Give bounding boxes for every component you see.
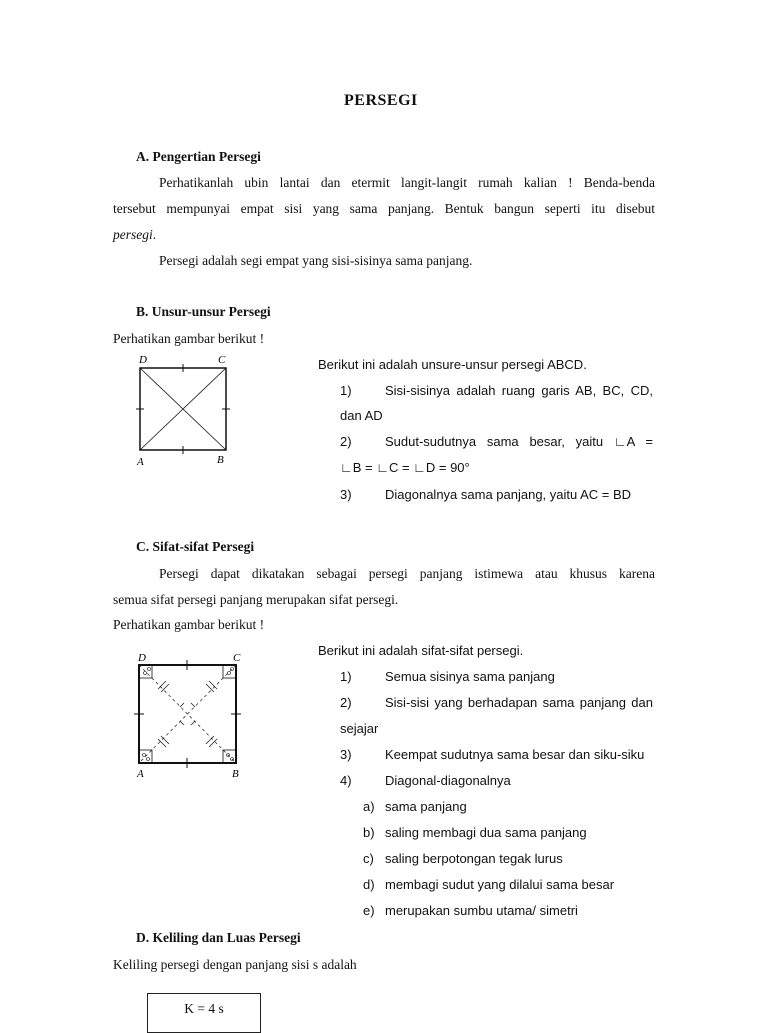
section-d-heading: D. Keliling dan Luas Persegi (136, 930, 301, 945)
section-a-definition: Persegi adalah segi empat yang sisi-sisinya sama panjang. (159, 253, 473, 268)
sublist-letter: a) (363, 799, 375, 814)
sublist-text: saling berpotongan tegak lurus (385, 851, 563, 866)
vertex-label-d: D (138, 652, 146, 664)
sublist-text: sama panjang (385, 799, 467, 814)
section-c-paragraph-line1: Persegi dapat dikatakan sebagai persegi panjang istimewa atau khusus karena (159, 566, 655, 581)
sublist-letter: e) (363, 903, 375, 918)
list-item-text: Diagonal-diagonalnya (385, 773, 511, 788)
list-item-continuation: dan AD (340, 408, 383, 423)
section-a-paragraph-line3 (113, 226, 156, 244)
list-number: 1) (340, 383, 352, 398)
sublist-letter: b) (363, 825, 375, 840)
list-item-text: Sudut-sudutnya sama besar, yaitu ∟A = (385, 434, 653, 449)
vertex-label-c: C (218, 354, 226, 366)
list-item-text: Keempat sudutnya sama besar dan siku-siku (385, 747, 645, 762)
square-elements-figure (128, 350, 244, 470)
list-item-continuation: sejajar (340, 721, 379, 736)
list-number: 4) (340, 773, 352, 788)
sublist-text: saling membagi dua sama panjang (385, 825, 587, 840)
section-a-heading: A. Pengertian Persegi (136, 149, 261, 164)
list-item-text: Sisi-sisinya adalah ruang garis AB, BC, CD, (385, 383, 653, 398)
section-a-paragraph-line2: tersebut mempunyai empat sisi yang sama panjang. Bentuk bangun seperti itu disebut (113, 201, 655, 216)
angle-mark (228, 672, 231, 675)
section-b-heading: B. Unsur-unsur Persegi (136, 304, 271, 319)
sublist-text: membagi sudut yang dilalui sama besar (385, 877, 615, 892)
perimeter-formula: K = 4 s (184, 1001, 224, 1016)
period: . (152, 227, 157, 242)
angle-mark (147, 758, 150, 761)
vertex-label-a: A (137, 456, 144, 468)
section-c-paragraph-line2: semua sifat persegi panjang merupakan sifat persegi. (113, 592, 399, 607)
list-item-text: Diagonalnya sama panjang, yaitu AC = BD (385, 487, 632, 502)
angle-mark (144, 672, 147, 675)
sublist-letter: c) (363, 851, 374, 866)
section-b-list-intro: Berikut ini adalah unsure-unsur persegi ABCD. (318, 357, 587, 372)
section-c-intro: Perhatikan gambar berikut ! (113, 617, 265, 632)
term-persegi: persegi (113, 227, 153, 242)
section-c-heading: C. Sifat-sifat Persegi (136, 539, 255, 554)
vertex-label-b: B (232, 768, 239, 780)
list-item-continuation: ∟B = ∟C = ∟D = 90° (340, 460, 470, 475)
section-d-intro: Keliling persegi dengan panjang sisi s adalah (113, 957, 357, 972)
vertex-label-d: D (139, 354, 147, 366)
page-title: PERSEGI (344, 92, 418, 109)
list-item-text: Semua sisinya sama panjang (385, 669, 555, 684)
list-number: 3) (340, 747, 352, 762)
sublist-text: merupakan sumbu utama/ simetri (385, 903, 578, 918)
list-item-text: Sisi-sisi yang berhadapan sama panjang dan (385, 695, 653, 710)
sublist-letter: d) (363, 877, 375, 892)
list-number: 2) (340, 434, 352, 449)
list-number: 2) (340, 695, 352, 710)
vertex-label-b: B (217, 454, 224, 466)
list-number: 1) (340, 669, 352, 684)
section-b-intro: Perhatikan gambar berikut ! (113, 331, 265, 346)
square-properties-figure (128, 645, 252, 781)
formula-box (147, 993, 261, 1033)
angle-mark (143, 754, 146, 757)
section-c-list-intro: Berikut ini adalah sifat-sifat persegi. (318, 643, 524, 658)
angle-mark (148, 668, 151, 671)
list-number: 3) (340, 487, 352, 502)
section-a-paragraph-line1: Perhatikanlah ubin lantai dan etermit langit-langit rumah kalian ! Benda-benda (159, 175, 655, 190)
vertex-label-a: A (137, 768, 144, 780)
vertex-label-c: C (233, 652, 241, 664)
angle-mark (231, 668, 234, 671)
